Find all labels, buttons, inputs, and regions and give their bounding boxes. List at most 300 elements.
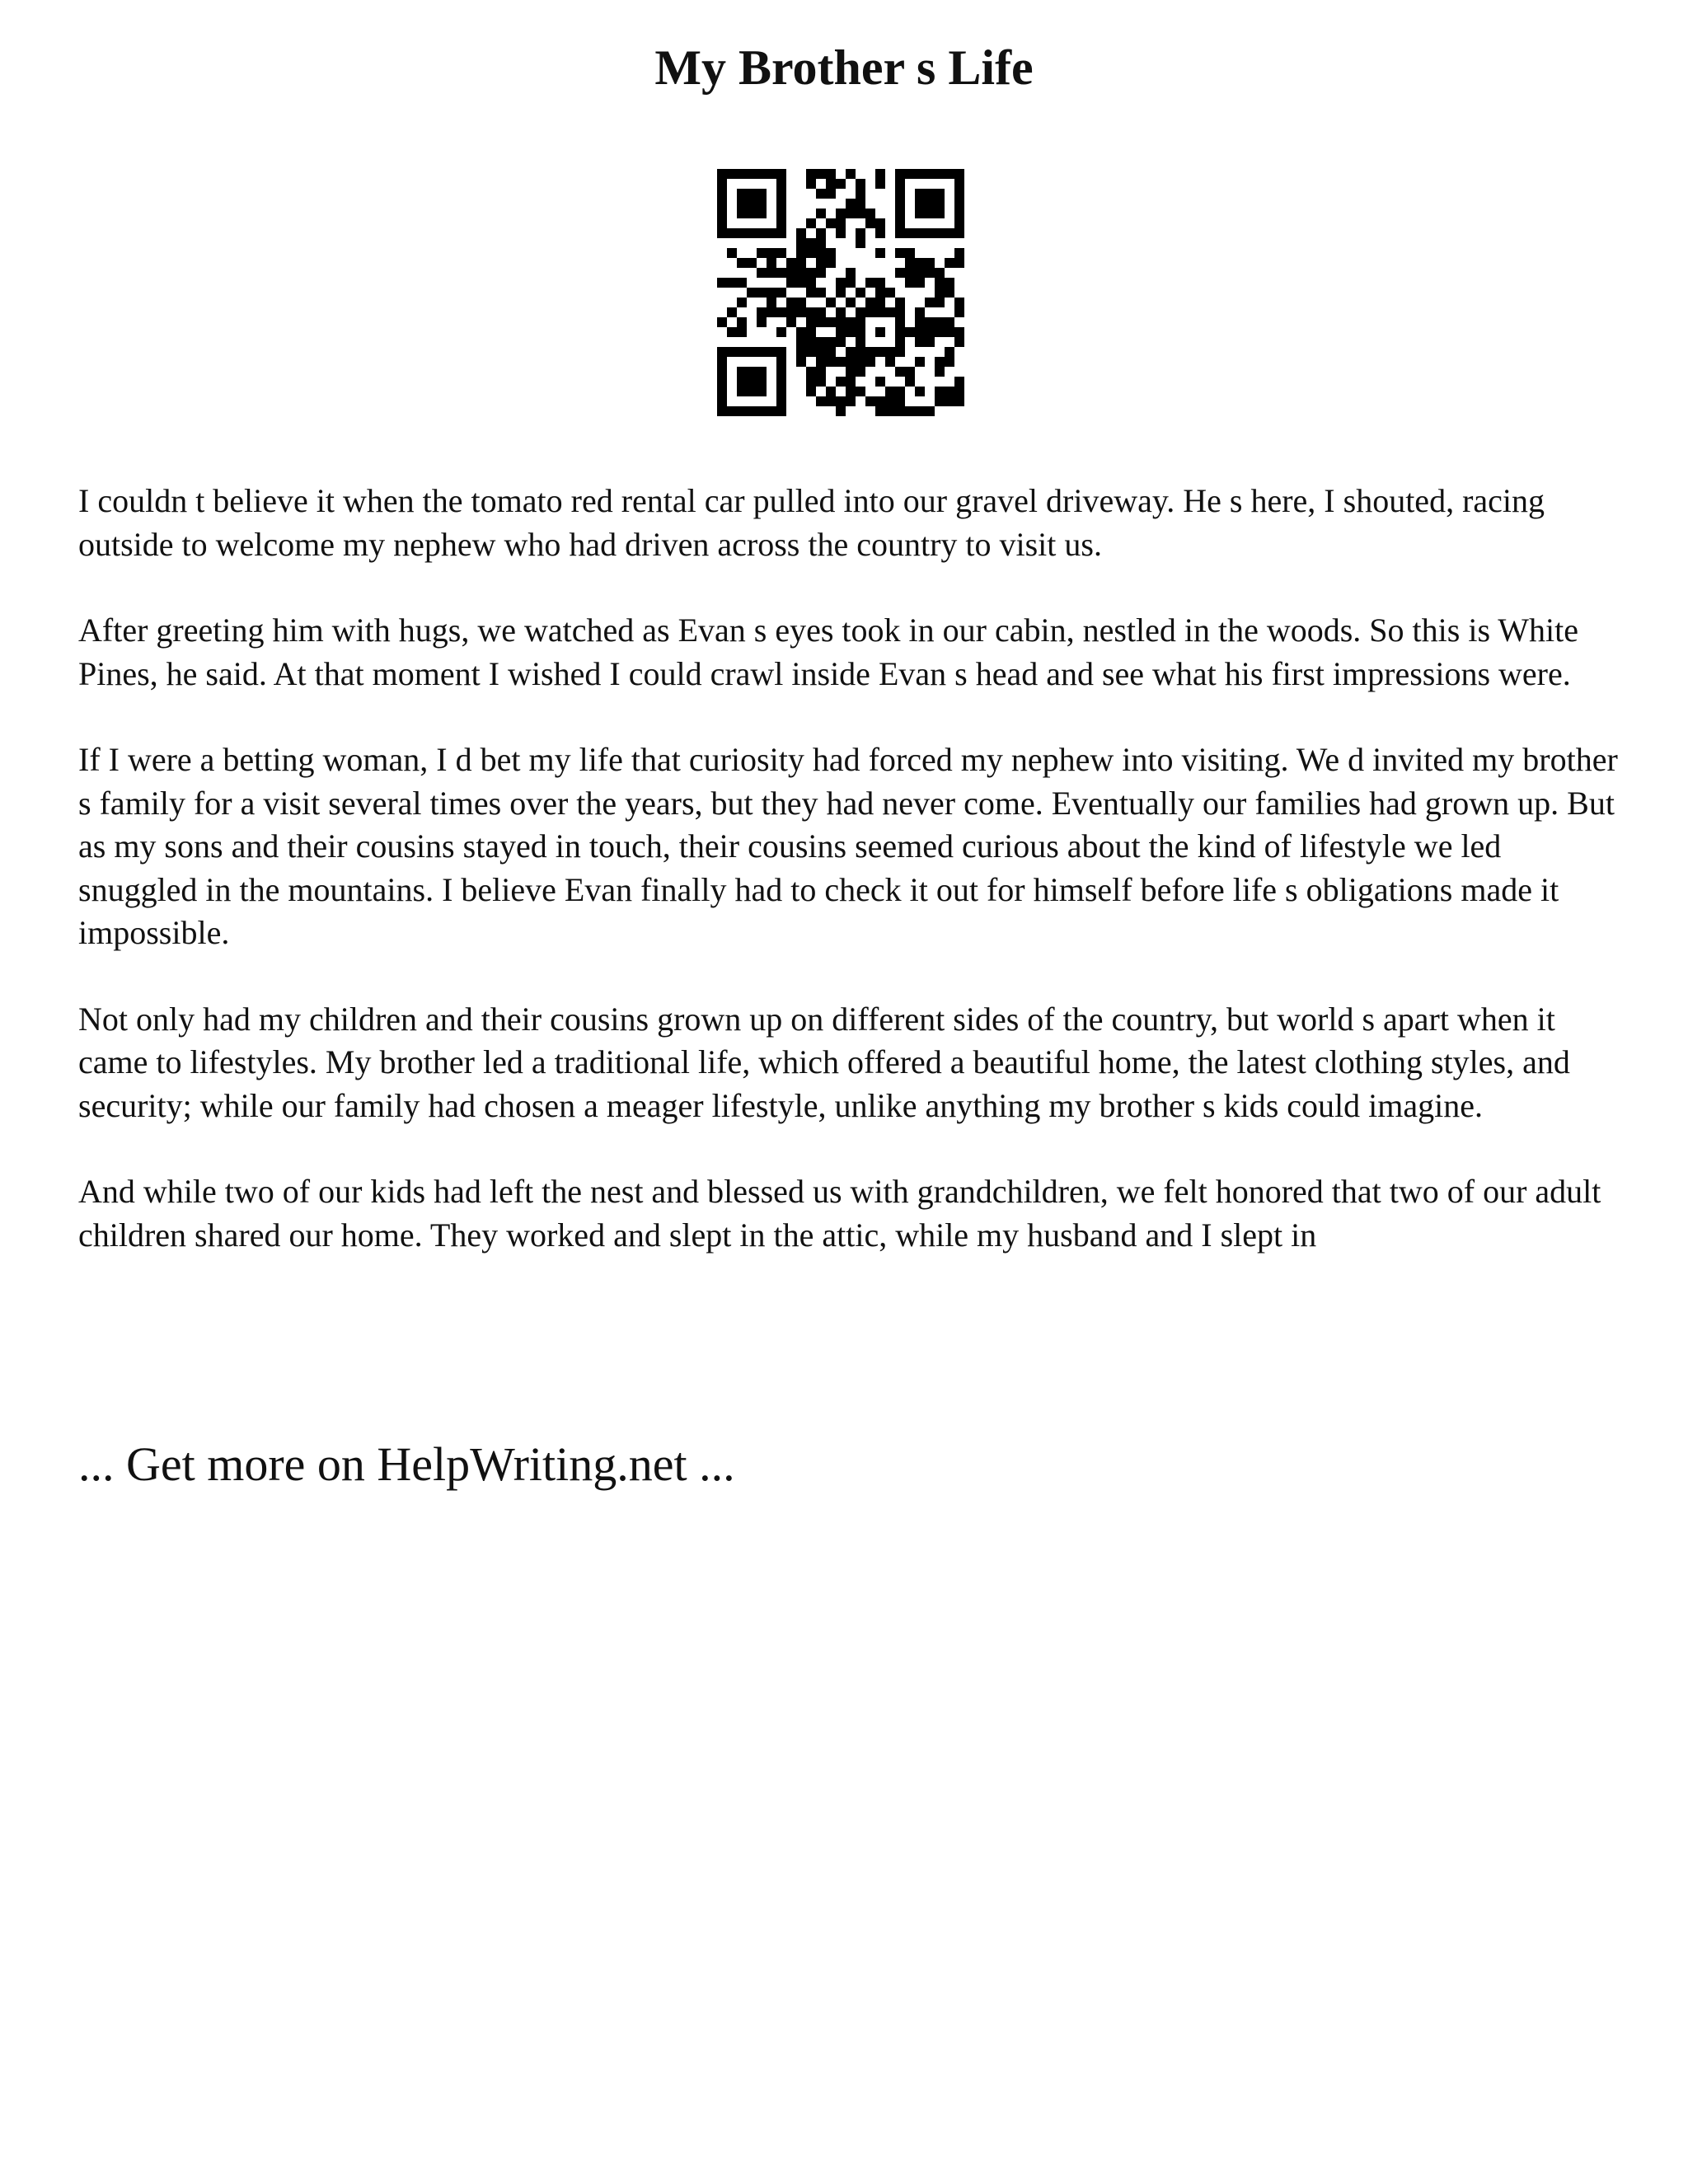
qr-module [954, 327, 964, 337]
qr-module [747, 288, 757, 298]
qr-module [945, 327, 954, 337]
qr-module [776, 209, 786, 218]
qr-module [846, 387, 856, 396]
qr-module [935, 199, 945, 209]
qr-module [846, 347, 856, 357]
qr-module [767, 347, 776, 357]
qr-module [895, 189, 905, 199]
qr-module [895, 218, 905, 228]
qr-module [875, 327, 885, 337]
qr-module [905, 327, 915, 337]
qr-module [727, 327, 737, 337]
qr-module [925, 337, 935, 347]
qr-module [796, 347, 806, 357]
qr-module [786, 298, 796, 307]
qr-module [885, 347, 895, 357]
qr-module [875, 406, 885, 416]
qr-module [737, 209, 747, 218]
qr-module [856, 199, 865, 209]
page-title: My Brother s Life [654, 40, 1034, 95]
qr-module [816, 347, 826, 357]
qr-module [875, 396, 885, 406]
qr-module [806, 169, 816, 179]
qr-module [915, 199, 925, 209]
qr-module [717, 367, 727, 377]
qr-module [945, 347, 954, 357]
qr-module [856, 367, 865, 377]
qr-module [767, 406, 776, 416]
qr-module [747, 367, 757, 377]
qr-module [806, 268, 816, 278]
qr-module [875, 228, 885, 238]
qr-module [727, 169, 737, 179]
qr-module [915, 406, 925, 416]
qr-module [796, 278, 806, 288]
qr-module [905, 268, 915, 278]
qr-module [945, 317, 954, 327]
qr-module [757, 347, 767, 357]
qr-module [717, 179, 727, 189]
qr-module [806, 377, 816, 387]
qr-module [856, 357, 865, 367]
qr-module [836, 327, 846, 337]
qr-module [776, 248, 786, 258]
qr-module [767, 258, 776, 268]
qr-module [747, 347, 757, 357]
qr-module [717, 278, 727, 288]
qr-module [757, 209, 767, 218]
qr-module [816, 377, 826, 387]
qr-module [945, 288, 954, 298]
qr-module [836, 179, 846, 189]
qr-module [806, 307, 816, 317]
qr-module [816, 317, 826, 327]
qr-module [895, 228, 905, 238]
qr-module [925, 169, 935, 179]
qr-module [796, 238, 806, 248]
qr-module [885, 406, 895, 416]
qr-module [836, 377, 846, 387]
qr-module [747, 258, 757, 268]
qr-module [865, 396, 875, 406]
qr-module [747, 406, 757, 416]
qr-module [915, 337, 925, 347]
qr-module [776, 228, 786, 238]
qr-module [865, 307, 875, 317]
qr-module [776, 179, 786, 189]
qr-module [856, 228, 865, 238]
qr-module [875, 288, 885, 298]
qr-module [737, 327, 747, 337]
qr-module [935, 327, 945, 337]
qr-module [737, 347, 747, 357]
qr-module [717, 218, 727, 228]
qr-module [895, 317, 905, 327]
qr-module [905, 278, 915, 288]
paragraph-5: And while two of our kids had left the nest and blessed us with grandchildren, we felt honored that two of our adult children shared our home. They worked and slept in the attic, while my husband and I slept in [78, 1173, 1601, 1254]
qr-module [816, 238, 826, 248]
paragraph-1: I couldn t believe it when the tomato red rental car pulled into our gravel driveway. He s here, I shouted, racing outside to welcome my nephew who had driven across the country to visit us. [78, 482, 1545, 563]
qr-module [954, 307, 964, 317]
qr-module [846, 377, 856, 387]
qr-module [816, 258, 826, 268]
qr-module [865, 347, 875, 357]
qr-module [816, 307, 826, 317]
qr-module [954, 189, 964, 199]
qr-module [895, 298, 905, 307]
qr-module [737, 298, 747, 307]
qr-module [915, 268, 925, 278]
qr-module [954, 209, 964, 218]
qr-module [954, 248, 964, 258]
qr-module [796, 258, 806, 268]
qr-module [796, 248, 806, 258]
qr-code [717, 169, 964, 416]
qr-module [856, 327, 865, 337]
qr-module [895, 387, 905, 396]
qr-module [806, 327, 816, 337]
qr-module [945, 228, 954, 238]
qr-module [935, 268, 945, 278]
qr-module [836, 209, 846, 218]
qr-module [895, 248, 905, 258]
qr-module [905, 406, 915, 416]
qr-module [836, 218, 846, 228]
qr-module [816, 248, 826, 258]
qr-module [895, 396, 905, 406]
qr-module [895, 327, 905, 337]
qr-module [717, 387, 727, 396]
qr-module [757, 307, 767, 317]
qr-module [796, 307, 806, 317]
qr-module [767, 288, 776, 298]
qr-module [836, 406, 846, 416]
qr-module [925, 258, 935, 268]
qr-module [925, 406, 935, 416]
qr-module [757, 367, 767, 377]
qr-module [747, 199, 757, 209]
qr-module [925, 268, 935, 278]
qr-module [925, 298, 935, 307]
qr-module [945, 387, 954, 396]
qr-module [925, 209, 935, 218]
qr-module [796, 268, 806, 278]
qr-module [776, 169, 786, 179]
qr-module [935, 387, 945, 396]
qr-module [915, 209, 925, 218]
qr-module [826, 248, 836, 258]
qr-module [747, 169, 757, 179]
qr-module [757, 248, 767, 258]
qr-module [905, 258, 915, 268]
qr-module [895, 337, 905, 347]
qr-module [875, 298, 885, 307]
qr-module [836, 317, 846, 327]
qr-module [856, 288, 865, 298]
qr-module [737, 258, 747, 268]
qr-module [737, 199, 747, 209]
qr-module [836, 307, 846, 317]
qr-module [816, 288, 826, 298]
qr-module [826, 317, 836, 327]
qr-module [747, 387, 757, 396]
qr-module [954, 387, 964, 396]
qr-module [806, 179, 816, 189]
qr-module [935, 189, 945, 199]
qr-module [826, 189, 836, 199]
qr-module [925, 199, 935, 209]
qr-module [776, 288, 786, 298]
qr-module [895, 367, 905, 377]
qr-module [796, 357, 806, 367]
article-body [78, 480, 1628, 1300]
qr-module [816, 396, 826, 406]
qr-module [737, 377, 747, 387]
qr-module [826, 347, 836, 357]
qr-module [717, 347, 727, 357]
qr-module [954, 169, 964, 179]
qr-module [935, 228, 945, 238]
qr-module [767, 248, 776, 258]
qr-module [776, 377, 786, 387]
qr-module [856, 179, 865, 189]
qr-module [816, 367, 826, 377]
qr-module [806, 347, 816, 357]
qr-module [717, 406, 727, 416]
qr-module [826, 258, 836, 268]
qr-module [935, 169, 945, 179]
qr-module [757, 406, 767, 416]
qr-module [826, 218, 836, 228]
qr-module [935, 357, 945, 367]
qr-module [737, 367, 747, 377]
qr-module [945, 396, 954, 406]
qr-module [776, 307, 786, 317]
qr-module [856, 387, 865, 396]
qr-module [767, 228, 776, 238]
qr-module [856, 209, 865, 218]
qr-module [846, 209, 856, 218]
qr-module [747, 377, 757, 387]
qr-module [767, 298, 776, 307]
qr-module [816, 209, 826, 218]
qr-module [836, 228, 846, 238]
qr-module [836, 288, 846, 298]
qr-module [757, 317, 767, 327]
qr-module [737, 317, 747, 327]
qr-module [875, 169, 885, 179]
qr-module [945, 278, 954, 288]
qr-module [846, 357, 856, 367]
qr-module [954, 258, 964, 268]
qr-module [727, 228, 737, 238]
qr-module [717, 396, 727, 406]
qr-module [727, 278, 737, 288]
qr-module [856, 307, 865, 317]
qr-module [796, 327, 806, 337]
qr-module [737, 406, 747, 416]
qr-module [954, 377, 964, 387]
qr-module [856, 347, 865, 357]
qr-module [856, 189, 865, 199]
qr-module [727, 248, 737, 258]
qr-module [895, 179, 905, 189]
qr-module [875, 307, 885, 317]
qr-module [875, 278, 885, 288]
qr-module [757, 288, 767, 298]
qr-module [816, 357, 826, 367]
qr-module [875, 179, 885, 189]
qr-module [737, 278, 747, 288]
qr-module [915, 327, 925, 337]
qr-module [856, 337, 865, 347]
qr-module [836, 396, 846, 406]
qr-module [954, 298, 964, 307]
qr-module [865, 357, 875, 367]
qr-module [806, 218, 816, 228]
qr-module [846, 298, 856, 307]
qr-module [806, 238, 816, 248]
qr-module [954, 199, 964, 209]
qr-module [905, 377, 915, 387]
qr-module [865, 209, 875, 218]
qr-module [895, 169, 905, 179]
qr-module [767, 307, 776, 317]
qr-module [757, 228, 767, 238]
qr-module [767, 169, 776, 179]
get-more-link[interactable]: ... Get more on HelpWriting.net ... [78, 1437, 735, 1491]
qr-module [846, 169, 856, 179]
qr-module [935, 317, 945, 327]
qr-module [717, 357, 727, 367]
qr-module [954, 179, 964, 189]
qr-module [885, 307, 895, 317]
qr-module [875, 218, 885, 228]
qr-module [826, 357, 836, 367]
qr-module [925, 189, 935, 199]
qr-module [865, 218, 875, 228]
qr-module [846, 268, 856, 278]
qr-module [776, 406, 786, 416]
qr-module [935, 209, 945, 218]
qr-module [915, 189, 925, 199]
qr-module [717, 317, 727, 327]
qr-module [816, 268, 826, 278]
qr-module [806, 337, 816, 347]
qr-module [717, 209, 727, 218]
qr-module [757, 189, 767, 199]
qr-module [915, 228, 925, 238]
paragraph-2: After greeting him with hugs, we watched as Evan s eyes took in our cabin, nestled in the woods. So this is White Pines, he said. At that moment I wished I could crawl inside Evan s head and see what his first impressions were. [78, 612, 1579, 692]
qr-module [954, 337, 964, 347]
qr-module [915, 278, 925, 288]
qr-module [895, 209, 905, 218]
qr-module [806, 317, 816, 327]
qr-module [816, 169, 826, 179]
qr-module [776, 396, 786, 406]
qr-module [786, 307, 796, 317]
qr-module [856, 238, 865, 248]
qr-module [846, 199, 856, 209]
qr-module [776, 199, 786, 209]
qr-module [865, 278, 875, 288]
qr-module [905, 169, 915, 179]
qr-module [727, 307, 737, 317]
qr-module [727, 347, 737, 357]
paragraph-3: If I were a betting woman, I d bet my life that curiosity had forced my nephew into visiting. We d invited my brother s family for a visit several times over the years, but they had never come. Eventually our families had grown up. But as my sons and their cousins stayed in touch, their cousins seemed curious about the kind of lifestyle we led snuggled in the mountains. I believe Evan finally had to check it out for himself before life s obligations made it impossible. [78, 741, 1618, 951]
qr-module [905, 248, 915, 258]
qr-module [826, 169, 836, 179]
qr-module [737, 169, 747, 179]
qr-module [776, 218, 786, 228]
qr-module [945, 169, 954, 179]
qr-module [836, 278, 846, 288]
qr-module [935, 278, 945, 288]
qr-module [717, 169, 727, 179]
qr-module [885, 288, 895, 298]
qr-module [846, 396, 856, 406]
qr-module [757, 268, 767, 278]
qr-module [846, 278, 856, 288]
qr-module [737, 228, 747, 238]
qr-module [915, 317, 925, 327]
qr-module [954, 228, 964, 238]
qr-module [885, 396, 895, 406]
qr-module [806, 248, 816, 258]
qr-module [767, 268, 776, 278]
qr-module [786, 268, 796, 278]
qr-module [836, 337, 846, 347]
qr-module [826, 387, 836, 396]
qr-module [747, 209, 757, 218]
qr-module [757, 377, 767, 387]
qr-module [796, 228, 806, 238]
qr-module [865, 298, 875, 307]
qr-module [747, 228, 757, 238]
qr-module [875, 377, 885, 387]
qr-module [915, 258, 925, 268]
qr-module [816, 228, 826, 238]
qr-module [885, 357, 895, 367]
qr-module [757, 169, 767, 179]
qr-module [776, 347, 786, 357]
qr-module [826, 179, 836, 189]
qr-module [786, 278, 796, 288]
qr-module [846, 317, 856, 327]
qr-module [806, 278, 816, 288]
qr-module [846, 327, 856, 337]
qr-module [875, 347, 885, 357]
qr-module [915, 357, 925, 367]
qr-module [816, 189, 826, 199]
qr-module [786, 317, 796, 327]
qr-module [935, 396, 945, 406]
qr-module [915, 169, 925, 179]
qr-module [717, 199, 727, 209]
qr-module [776, 189, 786, 199]
qr-module [737, 189, 747, 199]
qr-module [826, 337, 836, 347]
qr-module [905, 367, 915, 377]
qr-module [776, 268, 786, 278]
qr-module [945, 258, 954, 268]
qr-module [776, 367, 786, 377]
qr-module [935, 288, 945, 298]
qr-module [954, 396, 964, 406]
qr-module [915, 387, 925, 396]
qr-module [925, 317, 935, 327]
qr-module [826, 396, 836, 406]
